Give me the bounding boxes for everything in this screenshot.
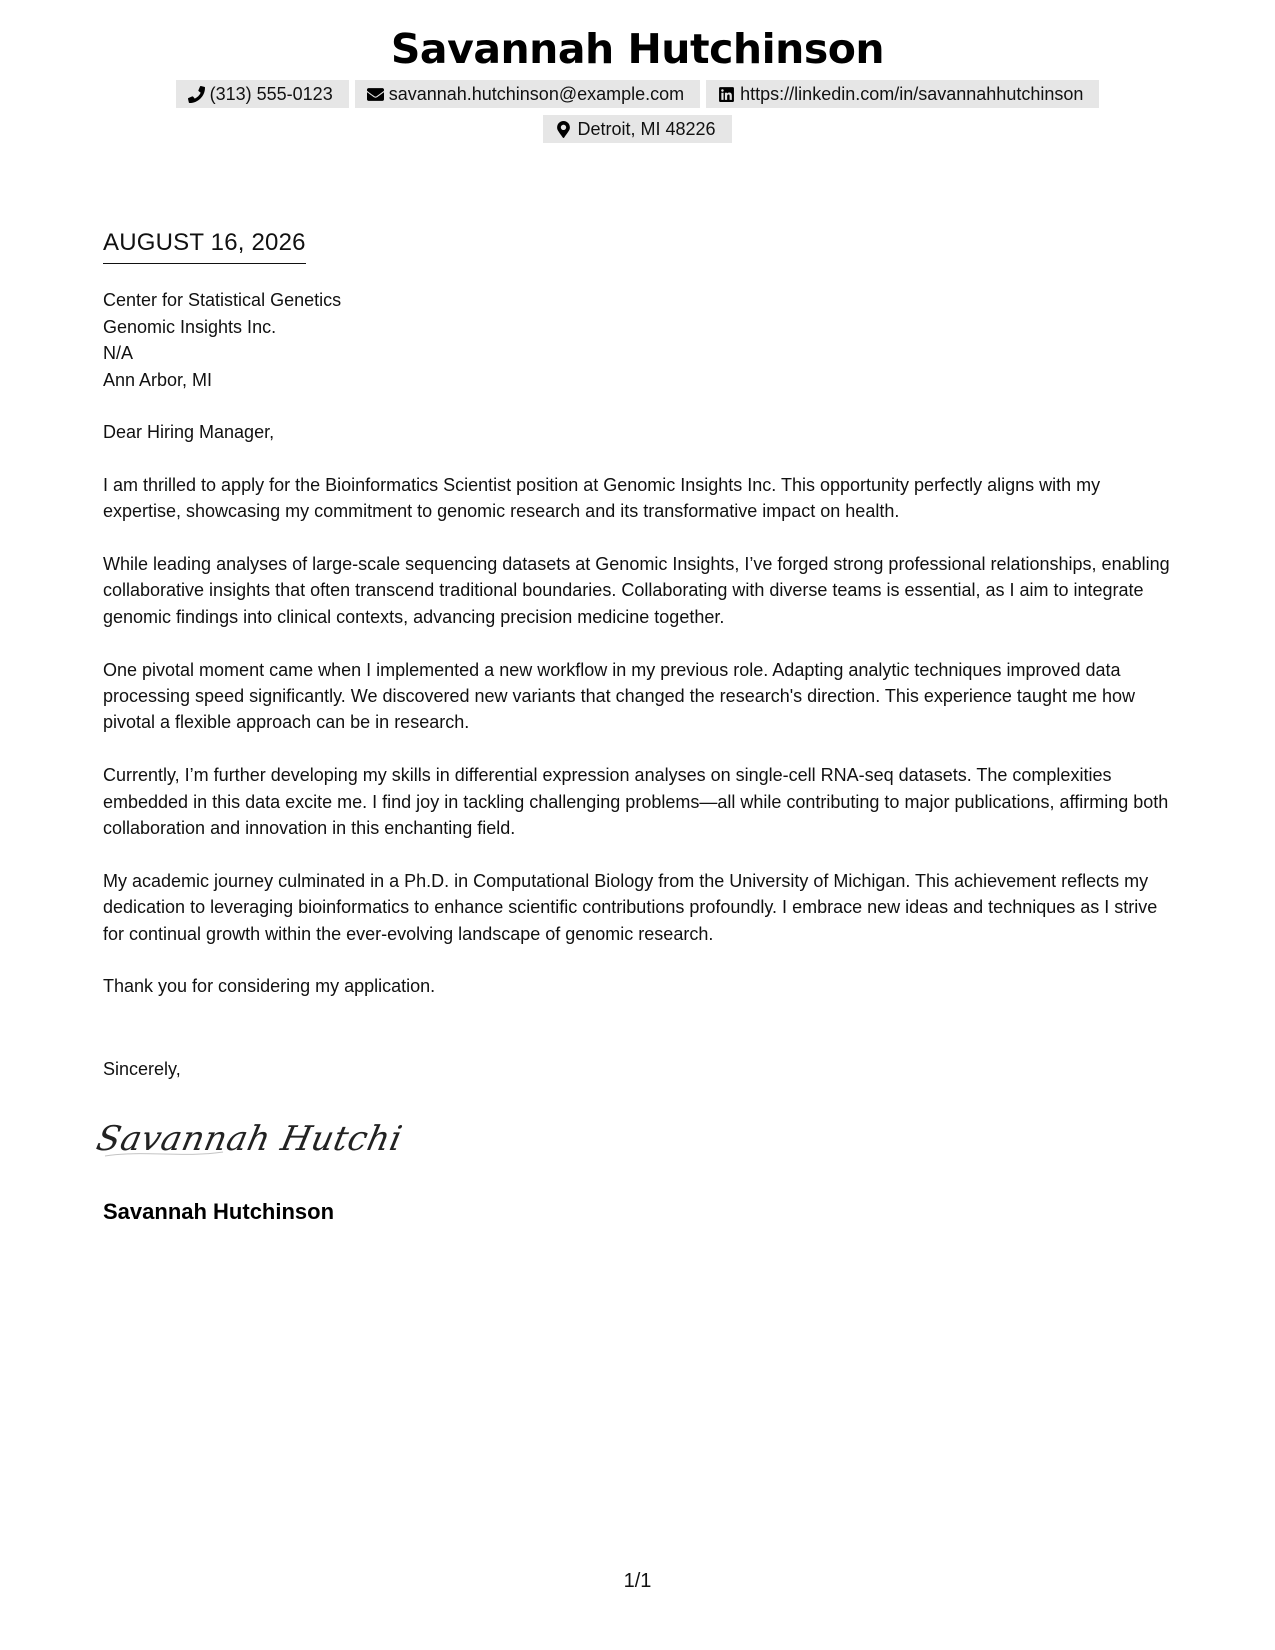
body-paragraph-5: My academic journey culminated in a Ph.D. in Computational Biology from the University of Michigan. This achievement reflects my dedication to leveraging bioinformatics to enhance scientific contributions profoundly. I embrace new ideas and techniques as I strive for continual growth within the ever-evolving landscape of genomic research. (103, 870, 1158, 944)
contact-row-location (0, 115, 1275, 143)
map-marker-icon (555, 121, 572, 138)
linkedin-icon (718, 86, 735, 103)
salutation: Dear Hiring Manager, (103, 422, 275, 442)
phone-icon (188, 86, 205, 103)
body-paragraph-2: While leading analyses of large-scale sequencing datasets at Genomic Insights, I’ve forged strong professional relationships, enabling collaborative insights that often transcend traditional boundaries. Collaborating with diverse teams is essential, as I aim to integrate genomic findings into clinical contexts, advancing precision medicine together. (103, 554, 1170, 627)
email-chip (355, 80, 700, 108)
letter-date: AUGUST 16, 2026 (103, 228, 306, 264)
recipient-address (103, 287, 341, 393)
signer-name: Savannah Hutchinson (103, 1199, 335, 1224)
body-paragraph-1: I am thrilled to apply for the Bioinformatics Scientist position at Genomic Insights Inc. This opportunity perfectly aligns with my expertise, showcasing my commitment to genomic research and its transformative impact on health. (103, 474, 1101, 522)
location-chip (543, 115, 731, 143)
location-text: Detroit, MI 48226 (577, 118, 716, 139)
body-paragraph-3: One pivotal moment came when I implemented a new workflow in my previous role. Adapting analytic techniques improved data processing speed significantly. We discovered new variants that changed the research's direction. This experience taught me how pivotal a flexible approach can be in research. (103, 659, 1136, 733)
letter-header (0, 20, 1275, 143)
phone-text: (313) 555-0123 (209, 83, 333, 104)
letter-body (103, 419, 1178, 1026)
envelope-icon (367, 86, 384, 103)
body-paragraph-4: Currently, I’m further developing my skills in differential expression analyses on single-cell RNA-seq datasets. The complexities embedded in this data excite me. I find joy in tackling challenging problems—all while contributing to major publications, affirming both collaboration and innovation in this enchanting field. (103, 765, 1169, 839)
contact-row (0, 80, 1275, 108)
recipient-company: Genomic Insights Inc. (103, 316, 277, 337)
recipient-city: Ann Arbor, MI (103, 369, 213, 390)
handwritten-signature (93, 1112, 406, 1162)
closing: Sincerely, (103, 1059, 181, 1079)
body-paragraph-6: Thank you for considering my application. (103, 976, 436, 997)
signature-glyphs: Savannah Hutchi (93, 1119, 406, 1159)
phone-chip (176, 80, 349, 108)
recipient-department: Center for Statistical Genetics (103, 290, 342, 310)
applicant-name: Savannah Hutchinson (390, 25, 885, 73)
email-text: savannah.hutchinson@example.com (388, 83, 685, 104)
recipient-street: N/A (103, 343, 134, 363)
page-number: 1/1 (623, 1570, 652, 1592)
linkedin-url[interactable]: https://linkedin.com/in/savannahhutchinson (740, 83, 1084, 104)
linkedin-chip (706, 80, 1099, 108)
